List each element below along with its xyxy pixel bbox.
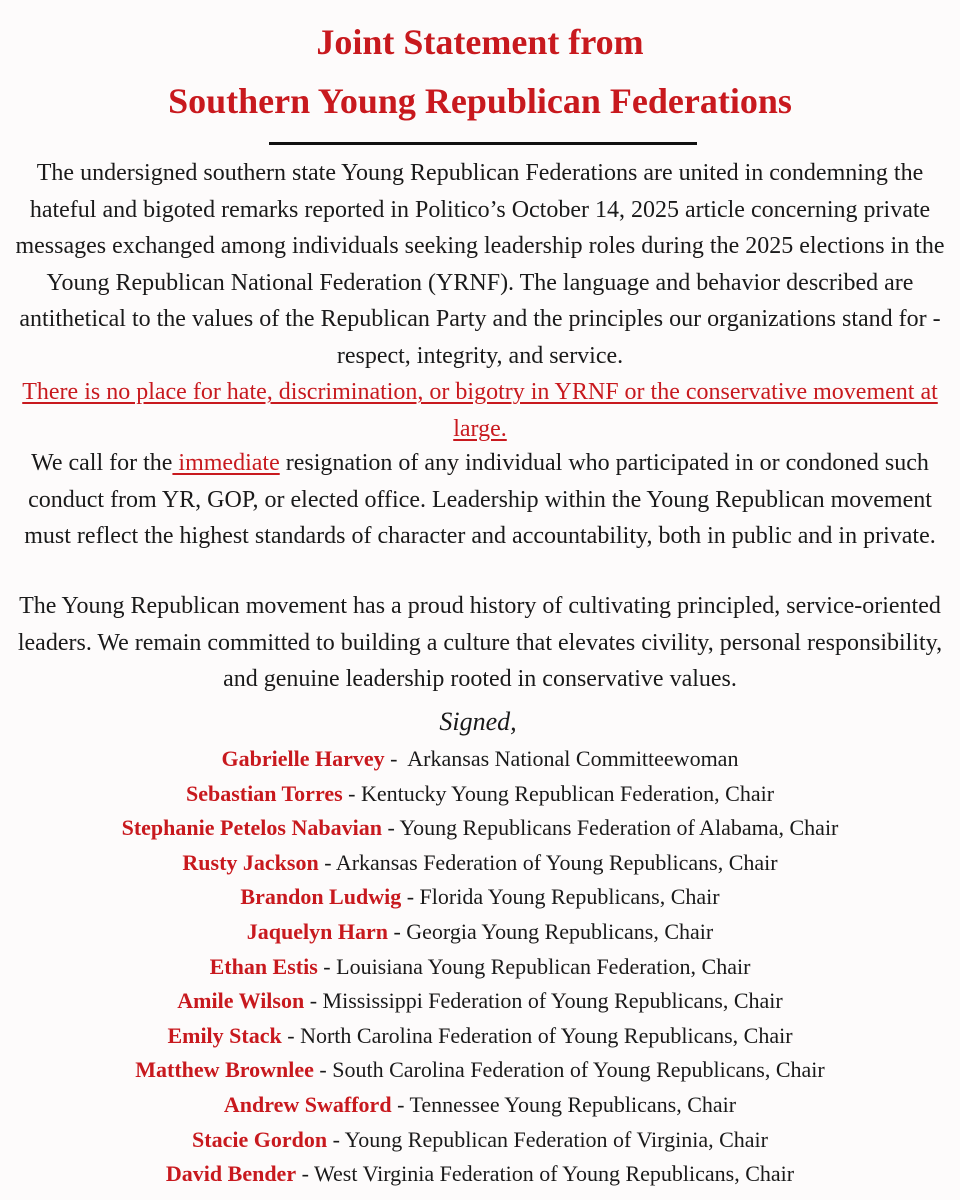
signer-row [0,1019,960,1054]
signer-row [0,1088,960,1123]
signer-role: Tennessee Young Republicans, Chair [409,1091,737,1117]
signer-separator: - [313,1057,333,1083]
signer-name: Brandon Ludwig [240,884,402,910]
signer-row [0,1157,960,1192]
signer-separator: - [327,1126,345,1152]
signer-name: Jaquelyn Harn [246,918,388,944]
signer-row [0,950,960,985]
signer-separator: - [391,1091,410,1117]
paragraph-1-text: The undersigned southern state Young Republican Federations are united in condemning the hateful and bigoted remarks reported in Politico’s October 14, 2025 article concerning private messages exchanged among individuals seeking leadership roles during the 2025 elections in the Young Republican National Federation (YRNF). The language and behavior described are antithetical to the values of the Republican Party and the principles our organizations stand for - respect, integrity, and service. [15,160,945,369]
signer-row [0,1053,960,1088]
signer-name: Gabrielle Harvey [221,746,385,771]
signer-separator: - [304,988,323,1014]
signer-role: Mississippi Federation of Young Republicans, Chair [322,988,783,1014]
signer-row [0,846,960,881]
signer-name: Sebastian Torres [185,780,343,806]
signer-name: Andrew Swafford [223,1091,392,1117]
signer-role: Arkansas National Committeewoman [407,746,739,771]
no-place-for-hate-emphasis: There is no place for hate, discrimination, or bigotry in YRNF or the conservative movement at large. [22,379,938,442]
signer-separator: - [318,849,336,875]
signer-name: Matthew Brownlee [135,1057,314,1083]
signer-name: Emily Stack [167,1022,282,1048]
title-line-1: Joint Statement from [316,22,644,62]
signer-separator: - [384,746,408,771]
signer-role: West Virginia Federation of Young Republicans, Chair [314,1161,795,1187]
title-divider [269,142,697,145]
signer-role: South Carolina Federation of Young Republicans, Chair [332,1057,825,1083]
signer-separator: - [317,953,337,979]
signer-name: Rusty Jackson [182,849,319,875]
signer-row [0,880,960,915]
signer-separator: - [296,1161,315,1187]
signer-role: North Carolina Federation of Young Republicans, Chair [300,1022,793,1048]
signer-separator: - [387,918,407,944]
signer-role: Kentucky Young Republican Federation, Chair [360,780,775,806]
signer-role: Young Republicans Federation of Alabama, Chair [399,815,839,841]
paragraph-commitment: The Young Republican movement has a proud history of cultivating principled, service-oriented leaders. We remain committed to building a culture that elevates civility, personal responsibility, and genuine leadership rooted in conservative values. [17,593,943,692]
signer-separator: - [381,815,400,841]
signatories-list [0,742,960,1192]
signer-role: Arkansas Federation of Young Republicans, Chair [335,849,778,875]
signer-row [0,1123,960,1158]
paragraph-2-pre: We call for the [31,450,173,476]
signer-separator: - [401,884,420,910]
signer-row [0,742,960,777]
immediate-emphasis: immediate [172,450,280,476]
signer-row [0,984,960,1019]
paragraph-condemnation [10,155,950,447]
signer-name: Stacie Gordon [192,1126,328,1152]
signer-role: Florida Young Republicans, Chair [419,884,720,910]
paragraph-resignation-call [10,445,950,555]
paragraph-2-post: resignation of any individual who participated in or condoned such conduct from YR, GOP, or elected office. Leadership within the Young Republican movement must reflect the highest standards of character and accountability, both in public and in private. [24,450,936,549]
signer-separator: - [281,1022,301,1048]
signer-role: Young Republican Federation of Virginia, Chair [344,1126,768,1152]
signer-role: Louisiana Young Republican Federation, Chair [336,953,751,979]
title-line-2: Southern Young Republican Federations [168,81,792,121]
signer-name: Ethan Estis [209,953,318,979]
signer-separator: - [342,780,361,806]
signer-name: David Bender [165,1161,297,1187]
signer-row [0,915,960,950]
signer-name: Stephanie Petelos Nabavian [121,815,382,841]
signer-row [0,811,960,846]
signer-role: Georgia Young Republicans, Chair [406,918,714,944]
signer-row [0,777,960,812]
signed-label: Signed, [439,707,517,736]
signer-name: Amile Wilson [177,988,305,1014]
